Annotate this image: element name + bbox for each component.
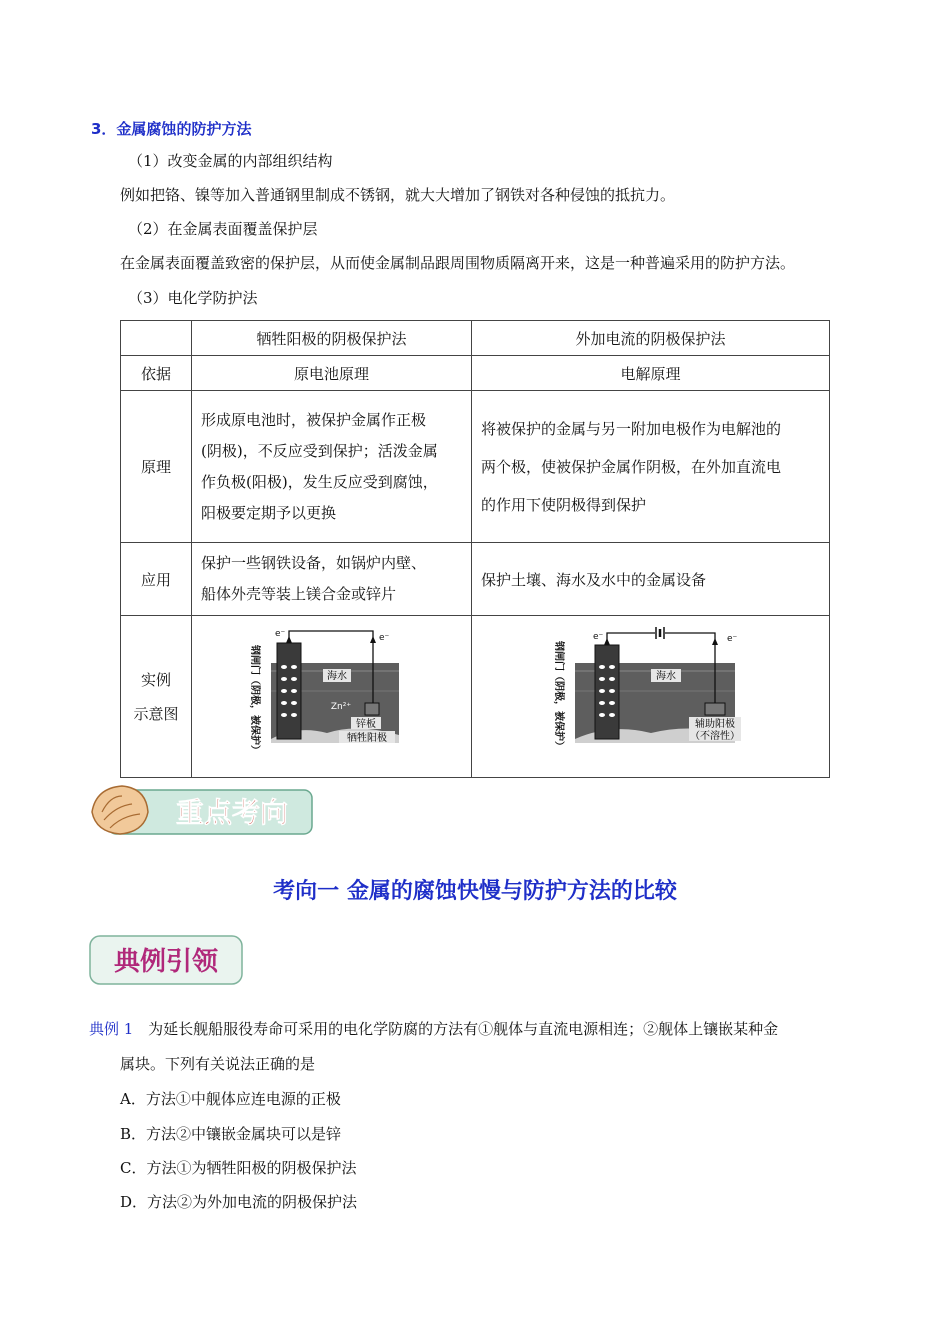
zinc-plate-label: 锌板 bbox=[355, 718, 376, 730]
badge-text: 重点考向 bbox=[175, 796, 289, 829]
auxiliary-anode-label: 辅助阳极 bbox=[694, 718, 735, 730]
arrow-icon bbox=[604, 638, 610, 645]
cell: 电解原理 bbox=[472, 356, 830, 391]
seawater-label: 海水 bbox=[326, 670, 347, 682]
electron-label: e⁻ bbox=[378, 632, 389, 643]
table-row bbox=[121, 356, 830, 391]
option-b[interactable]: B．方法②中镶嵌金属块可以是锌 bbox=[120, 1125, 342, 1143]
item3-heading: （3）电化学防护法 bbox=[128, 289, 258, 307]
cell bbox=[472, 616, 830, 778]
example-stem: 为延长舰船服役寿命可采用的电化学防腐的方法有①舰体与直流电源相连；②舰体上镶嵌某种金 bbox=[148, 1020, 779, 1038]
item1-heading: （1）改变金属的内部组织结构 bbox=[128, 152, 333, 170]
row-label bbox=[121, 616, 192, 778]
row-label-line: 示意图 bbox=[133, 704, 179, 723]
example-label: 典例 1 bbox=[89, 1020, 134, 1038]
cell: 原电池原理 bbox=[192, 356, 472, 391]
arrow-icon bbox=[286, 636, 292, 643]
arrow-icon bbox=[370, 636, 376, 643]
sacrificial-anode-diagram bbox=[247, 623, 417, 771]
option-a[interactable]: A．方法①中舰体应连电源的正极 bbox=[120, 1090, 341, 1108]
gate-label: 钢闸门（阴极，被保护） bbox=[248, 644, 260, 755]
cell-line: 的作用下使阴极得到保护 bbox=[481, 495, 647, 514]
header-empty bbox=[121, 321, 192, 356]
item2-heading: （2）在金属表面覆盖保护层 bbox=[128, 220, 318, 238]
cell bbox=[472, 391, 830, 543]
header-col2: 外加电流的阴极保护法 bbox=[472, 321, 830, 356]
cell: 保护土壤、海水及水中的金属设备 bbox=[472, 543, 830, 616]
item1-text: 例如把铬、镍等加入普通钢里制成不锈钢，就大大增加了钢铁对各种侵蚀的抵抗力。 bbox=[120, 186, 676, 204]
cell bbox=[192, 616, 472, 778]
example-stem-line2: 属块。下列有关说法正确的是 bbox=[120, 1055, 316, 1073]
cell-line: 保护一些钢铁设备，如锅炉内壁、 bbox=[201, 554, 427, 572]
table-row bbox=[121, 391, 830, 543]
impressed-current-diagram bbox=[551, 623, 751, 771]
option-c[interactable]: C．方法①为牺牲阳极的阴极保护法 bbox=[120, 1159, 357, 1177]
row-label-line: 实例 bbox=[140, 670, 171, 689]
zinc-ion-label: Zn²⁺ bbox=[330, 701, 351, 712]
cell-line: 将被保护的金属与另一附加电极作为电解池的 bbox=[481, 419, 782, 438]
row-label: 原理 bbox=[121, 391, 192, 543]
cell bbox=[192, 391, 472, 543]
cell-line: 作负极(阳极)，发生反应受到腐蚀， bbox=[201, 472, 438, 491]
sacrificial-anode-label: 牺牲阳极 bbox=[346, 732, 387, 744]
shell-icon bbox=[92, 786, 148, 834]
insoluble-note: （不溶性） bbox=[689, 730, 740, 742]
zinc-plate bbox=[365, 703, 379, 715]
kaoxiang-title: 考向一 金属的腐蚀快慢与防护方法的比较 bbox=[273, 879, 677, 904]
external-wire bbox=[607, 633, 655, 645]
table-row bbox=[121, 543, 830, 616]
cell-line: (阴极)，不反应受到保护；活泼金属 bbox=[201, 441, 438, 460]
seawater-label: 海水 bbox=[655, 670, 676, 682]
row-label: 依据 bbox=[121, 356, 192, 391]
example-lead-badge bbox=[88, 932, 244, 988]
electron-label: e⁻ bbox=[592, 631, 603, 642]
arrow-icon bbox=[712, 638, 718, 645]
example-stem-line1 bbox=[89, 1019, 778, 1039]
electron-label: e⁻ bbox=[726, 633, 737, 644]
cell-line: 两个极，使被保护金属作阴极，在外加直流电 bbox=[481, 457, 782, 476]
auxiliary-anode bbox=[705, 703, 725, 715]
badge-text: 典例引领 bbox=[113, 947, 219, 977]
electron-label: e⁻ bbox=[274, 628, 285, 639]
table-header-row bbox=[121, 321, 830, 356]
section-title: 3．金属腐蚀的防护方法 bbox=[91, 120, 252, 138]
gate-label: 钢闸门（阴极，被保护） bbox=[552, 640, 564, 751]
steel-gate bbox=[595, 645, 619, 739]
cell-line: 形成原电池时，被保护金属作正极 bbox=[201, 410, 427, 429]
key-direction-badge bbox=[88, 782, 314, 838]
protection-table bbox=[120, 320, 830, 778]
option-d[interactable]: D．方法②为外加电流的阴极保护法 bbox=[120, 1193, 358, 1211]
item2-text: 在金属表面覆盖致密的保护层，从而使金属制品跟周围物质隔离开来，这是一种普遍采用的防护方法。 bbox=[120, 254, 796, 272]
row-label: 应用 bbox=[121, 543, 192, 616]
cell-line: 阳极要定期予以更换 bbox=[201, 503, 337, 522]
cell-line: 船体外壳等装上镁合金或锌片 bbox=[201, 585, 397, 603]
cell bbox=[192, 543, 472, 616]
table-row bbox=[121, 616, 830, 778]
steel-gate bbox=[277, 643, 301, 739]
header-col1: 牺牲阳极的阴极保护法 bbox=[192, 321, 472, 356]
